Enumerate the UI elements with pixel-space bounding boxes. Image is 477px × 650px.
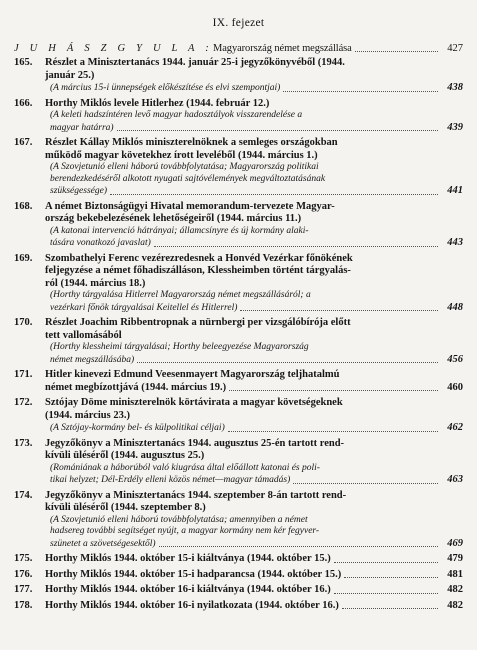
entry-page-number: 482 [447, 599, 463, 611]
toc-entry [14, 369, 463, 394]
leader-dots [334, 592, 438, 594]
toc-entry [14, 584, 463, 597]
entry-number: 170. [14, 317, 33, 328]
entry-title-line-text: Horthy Miklós 1944. október 15-i hadparancsa (1944. október 15.) [45, 568, 342, 580]
entry-number: 167. [14, 137, 33, 148]
toc-entry [14, 317, 463, 366]
entry-number: 175. [14, 553, 33, 564]
entry-note-line-final [45, 122, 463, 135]
entry-page-number: 479 [447, 553, 463, 564]
entry-title-line: Horthy Miklós levele Hitlerhez (1944. február 12.) [45, 97, 270, 109]
entry-note-line-text: szükségessége) [50, 186, 107, 196]
entry-page-number: 443 [447, 237, 463, 248]
entry-body [45, 600, 463, 613]
entry-note-line: (A Szovjetunió elleni háború továbbfolytatása; Magyarország politikai [50, 162, 319, 172]
entry-page-number: 438 [447, 82, 463, 93]
leader-dots [283, 90, 438, 92]
entry-page-number: 482 [447, 584, 463, 595]
entry-title-line: működő magyar követekhez írott leveléből (1944. március 1.) [45, 149, 318, 161]
leader-dots [342, 607, 438, 609]
toc-entry [14, 397, 463, 435]
entry-page-number: 448 [447, 301, 463, 313]
entry-note-line-final [45, 474, 463, 487]
entry-title-line: Részlet Kállay Miklós miniszterelnöknek a semleges országokban [45, 137, 338, 148]
entry-number: 173. [14, 437, 33, 449]
toc-entry [14, 600, 463, 613]
entry-note-line-final [45, 538, 463, 551]
entry-title-line-text: Horthy Miklós 1944. október 16-i kiáltványa (1944. október 16.) [45, 584, 331, 595]
entry-body [45, 369, 463, 394]
section-page-number: 427 [447, 42, 463, 54]
entry-title-line-text: Horthy Miklós 1944. október 15-i kiáltványa (1944. október 15.) [45, 553, 331, 564]
entry-page-number: 439 [447, 121, 463, 133]
entry-title-line: Jegyzőkönyv a Minisztertanács 1944. szeptember 8-án tartott rend- [45, 489, 347, 501]
table-of-contents [14, 42, 463, 615]
section-title: Magyarország német megszállása [213, 43, 352, 54]
leader-dots [293, 482, 438, 484]
entry-number: 176. [14, 568, 33, 580]
entry-page-number: 441 [447, 185, 463, 196]
leader-dots [110, 193, 438, 195]
entry-title-line: ország bekebelezésének lehetőségeiről (1944. március 11.) [45, 213, 302, 224]
entry-body [45, 397, 463, 435]
entry-note-line-final [45, 354, 463, 367]
entry-page-number: 462 [447, 422, 463, 433]
toc-entry [14, 490, 463, 551]
entry-title-line-final [45, 569, 463, 582]
entry-title-line-final [45, 600, 463, 613]
entry-page-number: 463 [447, 474, 463, 485]
entry-body [45, 584, 463, 597]
entry-title-line: ról (1944. március 18.) [45, 277, 146, 289]
leader-dots [137, 361, 438, 363]
entry-note-line-final [45, 237, 463, 250]
leader-dots [154, 245, 438, 247]
entry-note-line: (A Szovjetunió elleni háború továbbfolytatása; amennyiben a német [50, 514, 308, 525]
entry-body [45, 201, 463, 250]
entry-note-line-text: tására vonatkozó javaslat) [50, 238, 151, 248]
entry-number: 168. [14, 200, 33, 212]
entry-number: 171. [14, 369, 33, 380]
entry-page-number: 469 [447, 537, 463, 549]
leader-dots [228, 430, 438, 432]
leader-dots [344, 576, 438, 578]
entry-body [45, 553, 463, 566]
leader-dots [159, 545, 438, 547]
entry-note-line: hadsereg további segítséget nyújt, a magyar kormány nem kér fegyver- [50, 526, 320, 536]
entry-note-line: (A katonai intervenció hátrányai; államcsínyre és új kormány alaki- [50, 225, 309, 236]
toc-entry [14, 569, 463, 582]
entry-body [45, 253, 463, 315]
entry-note-line-text: szünetet a szövetségesektől) [50, 538, 156, 549]
entry-title-line-final [45, 553, 463, 566]
toc-entry [14, 553, 463, 566]
entry-note-line-text: (A Sztójay-kormány bel- és külpolitikai céljai) [50, 423, 225, 433]
leader-dots [117, 129, 438, 131]
entry-note-line-text: vezérkari főnök tárgyalásai Keitellel és Hitlerrel) [50, 302, 238, 313]
entry-title-line: Sztójay Döme miniszterelnök körtávirata a magyar követségeknek [45, 397, 343, 408]
entry-page-number: 481 [447, 568, 463, 580]
entry-body [45, 438, 463, 487]
entry-title-line: kívüli üléséről (1944. szeptember 8.) [45, 502, 206, 513]
entry-title-line: A német Biztonságügyi Hivatal memorandum-tervezete Magyar- [45, 200, 335, 212]
entry-body [45, 57, 463, 95]
toc-entry [14, 201, 463, 250]
entry-body [45, 137, 463, 198]
entry-note-line: (A keleti hadszíntéren levő magyar hadosztályok visszarendelése a [50, 110, 303, 120]
leader-dots [355, 50, 438, 52]
entry-body [45, 98, 463, 135]
entry-number: 165. [14, 57, 33, 68]
entry-number: 172. [14, 397, 33, 408]
entry-title-line: kívüli üléséről (1944. augusztus 25.) [45, 450, 205, 461]
entry-title-line-final [45, 382, 463, 395]
entry-title-line: Jegyzőkönyv a Minisztertanács 1944. augusztus 25-én tartott rend- [45, 437, 345, 449]
entry-title-line-final [45, 584, 463, 597]
entry-note-line-text: (A március 15-i ünnepségek előkészítése és elvi szempontjai) [50, 83, 281, 93]
entry-note-line-text: magyar határra) [50, 122, 114, 133]
entry-title-line: január 25.) [45, 69, 95, 81]
entry-page-number: 456 [447, 353, 463, 365]
entry-note-line-text: német megszállásába) [50, 354, 135, 365]
entry-note-line-text: tikai helyzet; Dél-Erdély elleni közös német—magyar támadás) [50, 475, 291, 485]
toc-entry [14, 253, 463, 315]
leader-dots [229, 389, 438, 391]
entry-number: 174. [14, 489, 33, 501]
entry-title-line: feljegyzése a német főhadiszálláson, Klessheimben történt tárgyalás- [45, 265, 351, 276]
entry-title-line: Hitler kinevezi Edmund Veesenmayert Magyarország teljhatalmú [45, 369, 340, 380]
entry-number: 166. [14, 97, 33, 109]
toc-entry [14, 137, 463, 198]
entry-body [45, 490, 463, 551]
entry-body [45, 569, 463, 582]
entry-note-line: (Horthy tárgyalása Hitlerrel Magyarország német megszállásáról; a [50, 290, 311, 300]
entry-number: 177. [14, 584, 33, 595]
leader-dots [334, 561, 438, 563]
entry-note-line-final [45, 302, 463, 315]
entry-number: 169. [14, 252, 33, 264]
entry-title-line: Részlet a Minisztertanács 1944. január 25-i jegyzőkönyvéből (1944. [45, 57, 345, 68]
leader-dots [240, 309, 438, 311]
entry-note-line-final [45, 422, 463, 435]
entry-number: 178. [14, 599, 33, 611]
toc-entry [14, 57, 463, 95]
entry-note-line-final [45, 185, 463, 198]
entry-note-line: berendezkedéséről alkotott nyugati sajtóvélemények megváltoztatásának [50, 173, 326, 184]
entry-title-line: Részlet Joachim Ribbentropnak a nürnbergi per vizsgálóbírója előtt [45, 317, 351, 328]
entry-title-line-text: Horthy Miklós 1944. október 16-i nyilatkozata (1944. október 16.) [45, 599, 339, 611]
entry-page-number: 460 [447, 381, 463, 393]
entry-body [45, 317, 463, 366]
toc-entry [14, 438, 463, 487]
entry-title-line: tett vallomásából [45, 329, 122, 341]
entry-note-line: (Horthy klessheimi tárgyalásai; Horthy beleegyezése Magyarország [50, 342, 309, 352]
entry-note-line: (Romániának a háborúból való kiugrása által előállott katonai és poli- [50, 462, 320, 473]
entry-note-line-final [45, 82, 463, 95]
chapter-heading: IX. fejezet [212, 17, 265, 29]
entry-title-line: Szombathelyi Ferenc vezérezredesnek a Honvéd Vezérkar főnökének [45, 252, 353, 264]
toc-entry [14, 98, 463, 135]
section-header [14, 42, 463, 55]
section-author: J U H Á S Z G Y U L A : [14, 43, 213, 54]
entry-title-line: (1944. március 23.) [45, 409, 130, 421]
entry-title-line-text: német megbízottjává (1944. március 19.) [45, 381, 227, 393]
